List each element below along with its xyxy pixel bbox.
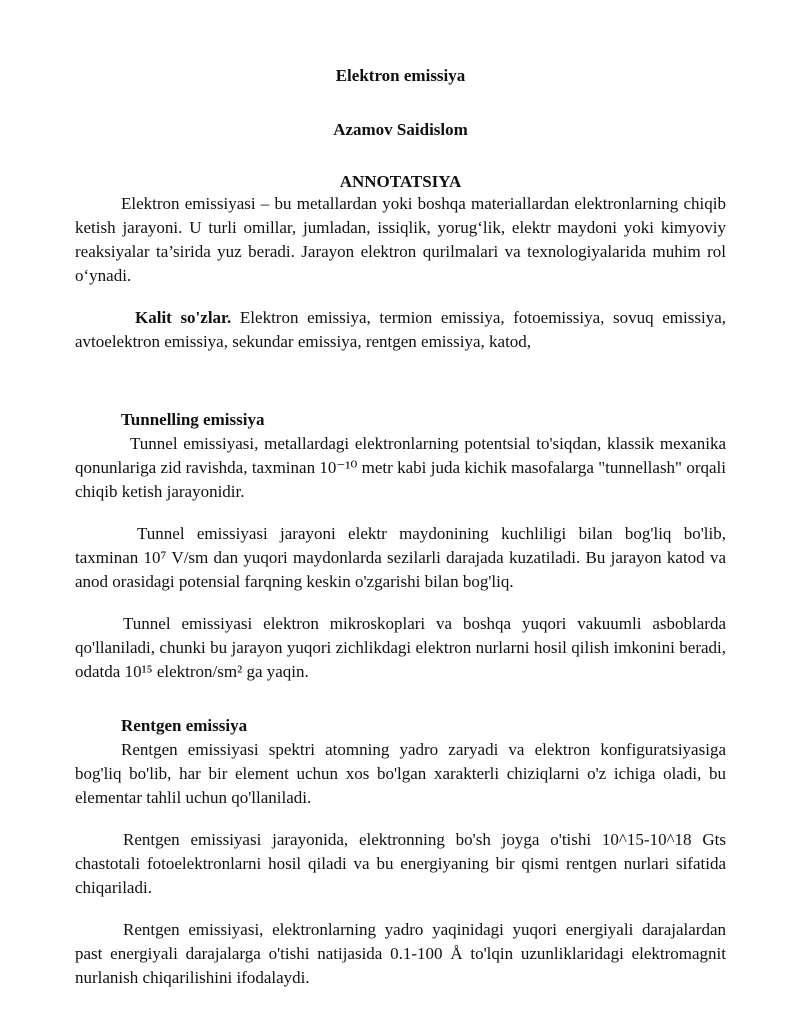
document-page [75,62,726,990]
section-heading-rentgen: Rentgen emissiya [121,716,248,735]
paragraph: Tunnel emissiyasi elektron mikroskoplari va boshqa yuqori vakuumli asboblarda qo'llaniladi, chunki bu jarayon yuqori zichlikdagi elektron nurlarni hosil qilish imkonini beradi, odatda 10¹⁵ elektron/sm² ga yaqin. [75,614,726,681]
paragraph: Rentgen emissiyasi jarayonida, elektronning bo'sh joyga o'tishi 10^15-10^18 Gts chastotali fotoelektronlarni hosil qiladi va bu energiyaning bir qismi rentgen nurlari sifatida chiqariladi. [75,830,726,897]
paragraph: Rentgen emissiyasi spektri atomning yadro zaryadi va elektron konfiguratsiyasiga bog'liq bo'lib, har bir element uchun xos bo'lgan xarakterli chiziqlarni o'z ichiga oladi, bu elementar tahlil uchun qo'llaniladi. [75,740,726,807]
annotation-paragraph: Elektron emissiyasi – bu metallardan yoki boshqa materiallardan elektronlarning chiqib ketish jarayoni. U turli omillar, jumladan, issiqlik, yorug‘lik, elektr maydoni yoki kimyoviy reaksiyalar ta’sirida yuz beradi. Jarayon elektron qurilmalari va texnologiyalarida muhim rol o‘ynadi. [75,194,726,285]
keywords-text: Elektron emissiya, termion emissiya, fotoemissiya, sovuq emissiya, avtoelektron emissiya, sekundar emissiya, rentgen emissiya, katod, [75,308,726,351]
document-title: Elektron emissiya [335,66,466,85]
annotation-heading: ANNOTATSIYA [339,172,462,191]
paragraph: Tunnel emissiyasi, metallardagi elektronlarning potentsial to'siqdan, klassik mexanika qonunlariga zid ravishda, taxminan 10⁻¹⁰ metr kabi juda kichik masofalarga "tunnellash" orqali chiqib ketish jarayonidir. [75,434,726,501]
paragraph: Rentgen emissiyasi, elektronlarning yadro yaqinidagi yuqori energiyali darajalardan past energiyali darajalarga o'tishi natijasida 0.1-100 Å to'lqin uzunliklaridagi elektromagnit nurlanish chiqarilishini ifodalaydi. [75,920,726,987]
keywords-paragraph [75,306,726,354]
paragraph: Tunnel emissiyasi jarayoni elektr maydonining kuchliligi bilan bog'liq bo'lib, taxminan 10⁷ V/sm dan yuqori maydonlarda sezilarli darajada kuzatiladi. Bu jarayon katod va anod orasidagi potensial farqning keskin o'zgarishi bilan bog'liq. [75,524,726,591]
keywords-label: Kalit so'zlar. [135,308,232,327]
section-heading-tunnelling: Tunnelling emissiya [121,410,265,429]
author-name: Azamov Saidislom [333,120,468,139]
